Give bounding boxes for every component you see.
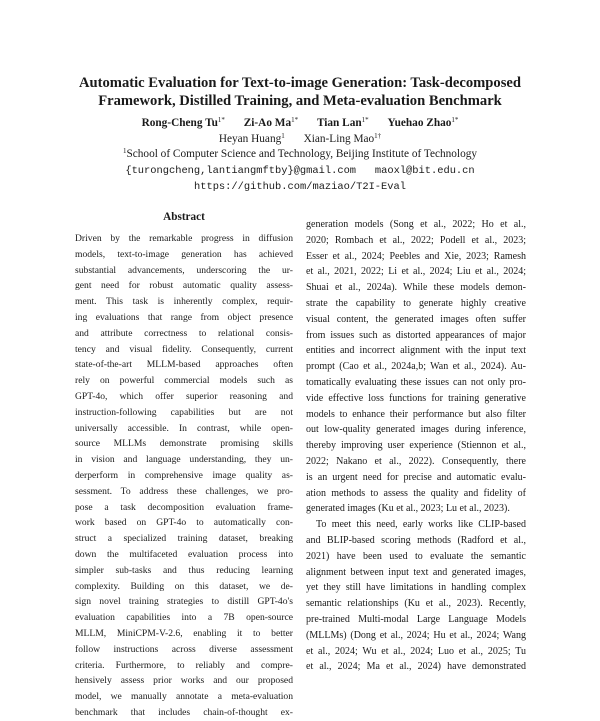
abstract-line: work based on GPT-4o to automatically con-: [75, 517, 293, 529]
abstract-line: ing evaluations that range from object presence: [75, 311, 293, 323]
intro-line: generated images (Ku et al., 2023; Lu et al., 2023).: [306, 503, 510, 515]
intro-line: visual content, the generated images often suffer: [306, 313, 526, 325]
intro-line: entities and incorrect alignment with the input text: [306, 345, 526, 357]
affiliation: [0, 147, 600, 163]
intro-line: pre-trained Multi-modal Large Language Models: [306, 613, 526, 625]
abstract-line: rely on powerful commercial models such as: [75, 375, 293, 387]
abstract-line: gent need for robust automatic quality assess-: [75, 280, 293, 292]
abstract-line: model, we manually annotate a meta-evaluation: [75, 691, 293, 703]
abstract-line: evaluation capabilities into a 7B open-source: [75, 612, 293, 624]
title-line: Automatic Evaluation for Text-to-image Generation: Task-decomposed: [79, 75, 521, 91]
author-name: Xian-Ling Mao: [303, 132, 375, 145]
author-sup: 1*: [361, 116, 369, 124]
abstract-line: and attribute correctness to relational consis-: [75, 327, 293, 339]
author-name: Tian Lan: [316, 117, 362, 129]
author-row-2: [0, 132, 600, 148]
abstract-line: instruction-following capabilities but are not: [75, 406, 293, 418]
introduction-body: [306, 217, 526, 675]
email[interactable]: maoxl@bit.edu.cn: [374, 164, 475, 177]
author-name: Heyan Huang: [218, 132, 282, 145]
intro-line: vide effective loss functions for training generative: [306, 392, 526, 404]
author-sup: 1†: [374, 131, 382, 140]
intro-line: out low-quality generated images during inference,: [306, 424, 526, 436]
intro-line: Esser et al., 2024; Peebles and Xie, 2023; Ramesh: [306, 250, 526, 262]
intro-line: is an urgent need for precise and automatic evalu-: [306, 471, 526, 483]
author-name: Yuehao Zhao: [387, 117, 452, 129]
abstract-body: [75, 231, 293, 721]
intro-line: from issues such as distorted appearances of major: [306, 329, 526, 341]
intro-line: et al., 2021, 2022; Li et al., 2024; Liu et al., 2024;: [306, 266, 526, 278]
intro-line: et al., 2024; Wu et al., 2024; Luo et al., 2025; Tu: [306, 645, 526, 657]
abstract-line: benchmark that includes chain-of-thought ex-: [75, 706, 293, 718]
intro-line: 2022; Nakano et al., 2022). Consequently, there: [306, 455, 526, 467]
intro-line: tomatically evaluating these issues can not only pro-: [306, 376, 526, 388]
repo-link[interactable]: https://github.com/maziao/T2I-Eval: [193, 181, 406, 193]
author-sup: 1*: [217, 116, 225, 124]
repo-link-row: [0, 179, 600, 196]
abstract-line: GPT-4o, which offer superior reasoning and: [75, 390, 293, 402]
abstract-line: pose a task decomposition evaluation frame-: [75, 501, 293, 513]
intro-line: Shuai et al., 2024a). While these models demon-: [306, 282, 526, 294]
abstract-line: models, text-to-image generation has achieved: [75, 248, 293, 260]
intro-line: 2021) have been used to evaluate the semantic: [306, 550, 526, 562]
author-sup: 1*: [451, 116, 459, 124]
paper-title: [0, 74, 600, 110]
intro-line: generation models (Song et al., 2022; Ho et al.,: [306, 219, 526, 230]
abstract-line: source MLLMs demonstrate promising skills: [75, 438, 293, 450]
abstract-line: follow instructions across diverse assessment: [75, 643, 293, 655]
author-name: Zi-Ao Ma: [243, 117, 292, 129]
intro-line: strate the capability to generate highly creative: [306, 297, 526, 309]
abstract-line: substantial advancements, underscoring the ur-: [75, 264, 293, 276]
intro-line: alignment between input text and generated images,: [306, 566, 526, 578]
title-line: Framework, Distilled Training, and Meta-evaluation Benchmark: [98, 93, 502, 109]
author-block: [0, 116, 600, 196]
abstract-heading: Abstract: [163, 211, 205, 223]
intro-line: prompt (Cao et al., 2024a,b; Wan et al., 2024). Au-: [306, 361, 526, 373]
intro-line: and BLIP-based scoring methods (Radford et al.,: [306, 534, 526, 546]
abstract-line: in vision and language understanding, they un-: [75, 454, 293, 466]
abstract-line: sign novel training strategies to distill GPT-4o's: [75, 596, 293, 608]
abstract-line: simpler sub-tasks and thus reducing learning: [75, 564, 293, 576]
abstract-line: universally accessible. In contrast, while open-: [75, 422, 293, 434]
email-group[interactable]: {turongcheng,lantiangmftby}@gmail.com: [125, 164, 357, 177]
abstract-line: ment. This task is inherently complex, requir-: [75, 296, 293, 308]
abstract-line: Driven by the remarkable progress in diffusion: [75, 233, 293, 244]
intro-line: (MLLMs) (Dong et al., 2024; Hu et al., 2024; Wang: [306, 629, 526, 641]
intro-line: ation methods to assess the quality and fidelity of: [306, 487, 526, 499]
intro-line: semantic relationships (Ku et al., 2023). Recently,: [306, 598, 526, 610]
affiliation-sup: 1: [122, 147, 127, 155]
affiliation-text: School of Computer Science and Technology, Beijing Institute of Technology: [126, 148, 478, 160]
abstract-line: state-of-the-art MLLM-based approaches often: [75, 359, 293, 371]
intro-line: thereby improving user experience (Stiennon et al.,: [306, 440, 526, 452]
abstract-line: derperform in comprehensive image quality as-: [75, 469, 293, 481]
emails: [0, 163, 600, 180]
intro-line: et al., 2024; Ma et al., 2024) have demonstrated: [306, 661, 526, 673]
abstract-line: down the multifaceted evaluation process into: [75, 548, 293, 560]
abstract-line: hensively assess prior works and our proposed: [75, 675, 293, 687]
abstract-line: sessment. To address these challenges, we pro-: [75, 485, 293, 497]
author-sup: 1*: [291, 116, 299, 124]
intro-line: 2020; Rombach et al., 2022; Podell et al., 2023;: [306, 234, 526, 246]
author-row-1: [0, 116, 600, 132]
abstract-line: tency and visual fidelity. Consequently, current: [75, 343, 293, 355]
abstract-line: complexity. Building on this dataset, we de-: [75, 580, 293, 592]
intro-line: To meet this need, early works like CLIP-based: [316, 519, 526, 531]
abstract-line: criteria. Furthermore, to reliably and compre-: [75, 659, 293, 671]
author-sup: 1: [281, 131, 285, 140]
intro-line: yet they still have limitations in handling complex: [306, 582, 526, 594]
abstract-line: struct a specialized training dataset, breaking: [75, 533, 293, 545]
author-name: Rong-Cheng Tu: [141, 117, 218, 129]
abstract-line: MLLM, MiniCPM-V-2.6, enabling it to better: [75, 627, 293, 639]
intro-line: models to enhance their performance but also filter: [306, 408, 526, 420]
